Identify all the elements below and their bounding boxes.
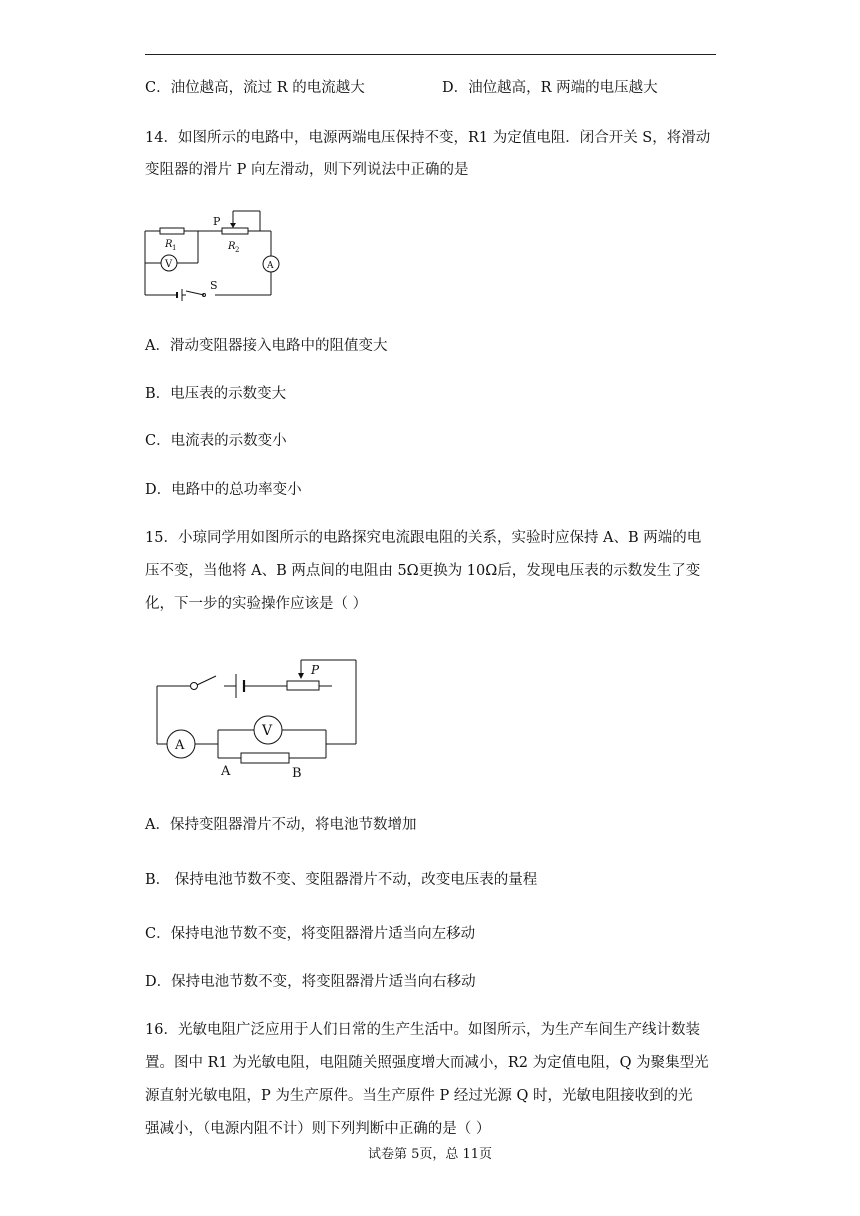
q15-circuit-diagram [150,652,365,782]
page-footer: 试卷第 5页，总 11页 [367,1147,493,1162]
svg-text:1: 1 [172,244,177,252]
q14-option-c: C．电流表的示数变小 [145,433,287,449]
resistor-ab [241,753,289,763]
r2-rheostat [222,228,248,234]
q14-stem-line1: 14．如图所示的电路中，电源两端电压保持不变，R1 为定值电阻．闭合开关 S，将滑动 [145,130,711,146]
q14-circuit-diagram [140,205,290,305]
svg-text:V: V [262,723,273,739]
q14-stem-line2: 变阻器的滑片 P 向左滑动，则下列说法中正确的是 [145,162,469,178]
rheostat [287,681,319,690]
q14-option-b: B．电压表的示数变大 [145,386,287,402]
svg-text:A: A [221,764,231,779]
svg-text:S: S [210,279,218,292]
svg-text:P: P [213,215,221,228]
svg-text:B: B [292,766,302,781]
q16-stem-line2: 置。图中 R1 为光敏电阻，电阻随关照强度增大而减小，R2 为定值电阻，Q 为聚集型光 [145,1055,709,1071]
q15-stem-line1: 15．小琼同学用如图所示的电路探究电流跟电阻的关系，实验时应保持 A、B 两端的电 [145,530,702,546]
svg-text:A: A [175,738,185,753]
r1-resistor [160,228,184,234]
q13-option-d: D．油位越高，R 两端的电压越大 [442,80,658,96]
svg-text:V: V [165,259,173,270]
svg-text:R: R [228,241,236,252]
q15-option-b: B． 保持电池节数不变、变阻器滑片不动，改变电压表的量程 [145,872,538,888]
switch [191,683,198,690]
q16-stem-line1: 16．光敏电阻广泛应用于人们日常的生产生活中。如图所示，为生产车间生产线计数装 [145,1022,700,1038]
header-rule [145,54,716,55]
q15-option-d: D．保持电池节数不变，将变阻器滑片适当向右移动 [145,974,476,990]
q15-option-c: C．保持电池节数不变，将变阻器滑片适当向左移动 [145,926,476,942]
q13-option-c: C．油位越高，流过 R 的电流越大 [145,80,365,96]
q15-stem-line3: 化，下一步的实验操作应该是（ ） [145,596,368,612]
svg-text:A: A [267,261,274,271]
q14-option-a: A．滑动变阻器接入电路中的阻值变大 [145,338,388,354]
q16-stem-line4: 强减小，（电源内阻不计）则下列判断中正确的是（ ） [145,1121,491,1137]
svg-text:P: P [311,663,320,677]
q15-stem-line2: 压不变，当他将 A、B 两点间的电阻由 5Ω更换为 10Ω后，发现电压表的示数发生了变 [145,563,701,579]
q14-option-d: D．电路中的总功率变小 [145,482,302,498]
q15-option-a: A．保持变阻器滑片不动，将电池节数增加 [145,817,417,833]
svg-text:2: 2 [235,246,240,254]
svg-text:R: R [165,239,173,250]
q16-stem-line3: 源直射光敏电阻，P 为生产原件。当生产原件 P 经过光源 Q 时，光敏电阻接收到的光 [145,1088,693,1104]
